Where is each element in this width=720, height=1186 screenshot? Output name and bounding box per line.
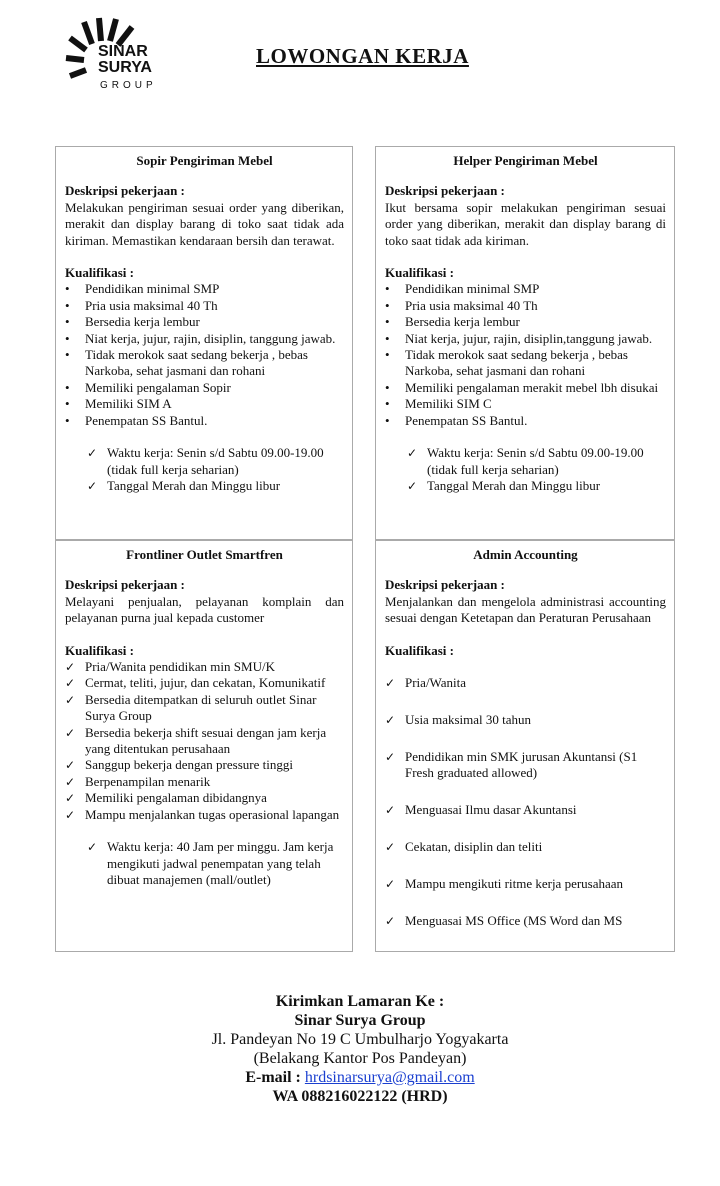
desc-heading: Deskripsi pekerjaan : (65, 183, 185, 199)
job-title: Sopir Pengiriman Mebel (136, 153, 273, 168)
qual-heading: Kualifikasi : (385, 265, 454, 281)
application-contact (0, 992, 720, 1106)
qualification-item: ✓ Pria/Wanita pendidikan min SMU/K (65, 659, 344, 675)
qualification-item: ✓ Cermat, teliti, jujur, dan cekatan, Komunikatif (65, 675, 344, 691)
qualification-list (385, 281, 666, 429)
contact-heading: Kirimkan Lamaran Ke : (275, 993, 445, 1010)
job-card-helper (375, 146, 675, 540)
job-card-frontliner (55, 540, 353, 952)
job-grid (55, 146, 675, 952)
work-notes (65, 445, 344, 494)
qualification-item: ✓ Mampu mengikuti ritme kerja perusahaan (385, 876, 666, 892)
email-link[interactable]: hrdsinarsurya@gmail.com (304, 1069, 475, 1086)
job-card-sopir (55, 146, 353, 540)
qualification-item: ✓ Cekatan, disiplin dan teliti (385, 839, 666, 855)
qualification-item: • Memiliki pengalaman Sopir (65, 380, 344, 396)
email-line (0, 1068, 720, 1087)
email-label: E-mail : (245, 1069, 301, 1086)
qualification-item: ✓ Bersedia ditempatkan di seluruh outlet Sinar Surya Group (65, 692, 344, 725)
qualification-item: • Bersedia kerja lembur (65, 314, 344, 330)
company-logo (62, 8, 172, 94)
qualification-item: • Niat kerja, jujur, rajin, disiplin, tanggung jawab. (65, 331, 344, 347)
logo-line-2: SURYA (98, 59, 152, 76)
job-title: Admin Accounting (473, 547, 578, 562)
company-name: Sinar Surya Group (294, 1012, 426, 1029)
qualification-list (385, 675, 666, 929)
qualification-item: ✓ Mampu menjalankan tugas operasional lapangan (65, 807, 344, 823)
qualification-item: • Niat kerja, jujur, rajin, disiplin,tanggung jawab. (385, 331, 666, 347)
work-note: ✓ Waktu kerja: Senin s/d Sabtu 09.00-19.00 (tidak full kerja seharian) (87, 445, 344, 478)
job-description: Menjalankan dan mengelola administrasi accounting sesuai dengan Ketetapan dan Peraturan Perusahaan (385, 593, 666, 626)
qualification-item: ✓ Pendidikan min SMK jurusan Akuntansi (S1 Fresh graduated allowed) (385, 749, 666, 782)
qualification-item: • Pria usia maksimal 40 Th (385, 298, 666, 314)
work-note: ✓ Waktu kerja: Senin s/d Sabtu 09.00-19.00 (tidak full kerja seharian) (407, 445, 666, 478)
desc-heading: Deskripsi pekerjaan : (65, 577, 185, 593)
logo-line-1: SINAR (98, 43, 148, 60)
qualification-item: • Penempatan SS Bantul. (65, 413, 344, 429)
qualification-item: ✓ Memiliki pengalaman dibidangnya (65, 790, 344, 806)
qualification-list (65, 659, 344, 823)
qualification-list (65, 281, 344, 429)
qualification-item: • Memiliki pengalaman merakit mebel lbh disukai (385, 380, 666, 396)
work-note: ✓ Tanggal Merah dan Minggu libur (407, 478, 666, 494)
logo-wordmark (98, 44, 152, 76)
qualification-item: ✓ Menguasai Ilmu dasar Akuntansi (385, 802, 666, 818)
desc-heading: Deskripsi pekerjaan : (385, 183, 505, 199)
job-card-admin-accounting (375, 540, 675, 952)
job-description: Ikut bersama sopir melakukan pengiriman sesuai order yang diberikan, merakit dan display barang di toko saat tidak ada kiriman. (385, 199, 666, 248)
qualification-item: • Pendidikan minimal SMP (65, 281, 344, 297)
qualification-item: • Tidak merokok saat sedang bekerja , bebas Narkoba, sehat jasmani dan rohani (65, 347, 344, 380)
qual-heading: Kualifikasi : (65, 265, 134, 281)
qualification-item: ✓ Berpenampilan menarik (65, 774, 344, 790)
qualification-item: ✓ Usia maksimal 30 tahun (385, 712, 666, 728)
qualification-item: • Bersedia kerja lembur (385, 314, 666, 330)
work-note: ✓ Waktu kerja: 40 Jam per minggu. Jam kerja mengikuti jadwal penempatan yang telah dibuat manajemen (mall/outlet) (87, 839, 344, 888)
qualification-item: • Pria usia maksimal 40 Th (65, 298, 344, 314)
qual-heading: Kualifikasi : (65, 642, 134, 658)
qualification-item: ✓ Sanggup bekerja dengan pressure tinggi (65, 757, 344, 773)
address-landmark: (Belakang Kantor Pos Pandeyan) (253, 1050, 467, 1067)
qualification-item: • Memiliki SIM C (385, 396, 666, 412)
job-description: Melakukan pengiriman sesuai order yang diberikan, merakit dan display barang di toko saat tidak ada kiriman. Memastikan kendaraan bersih dan terawat. (65, 199, 344, 248)
company-address: Jl. Pandeyan No 19 C Umbulharjo Yogyakarta (211, 1031, 509, 1048)
logo-line-3: GROUP (100, 80, 157, 91)
qualification-item: • Memiliki SIM A (65, 396, 344, 412)
desc-heading: Deskripsi pekerjaan : (385, 577, 505, 593)
job-title: Frontliner Outlet Smartfren (126, 547, 283, 562)
qualification-item: • Pendidikan minimal SMP (385, 281, 666, 297)
work-notes (65, 839, 344, 888)
qualification-item: • Tidak merokok saat sedang bekerja , bebas Narkoba, sehat jasmani dan rohani (385, 347, 666, 380)
job-description: Melayani penjualan, pelayanan komplain dan pelayanan purna jual kepada customer (65, 593, 344, 626)
work-notes (385, 445, 666, 494)
work-note: ✓ Tanggal Merah dan Minggu libur (87, 478, 344, 494)
job-title: Helper Pengiriman Mebel (453, 153, 598, 168)
qualification-item: ✓ Menguasai MS Office (MS Word dan MS (385, 913, 666, 929)
qualification-item: ✓ Pria/Wanita (385, 675, 666, 691)
qual-heading: Kualifikasi : (385, 642, 454, 658)
qualification-item: ✓ Bersedia bekerja shift sesuai dengan jam kerja yang ditentukan perusahaan (65, 725, 344, 758)
whatsapp-contact: WA 088216022122 (HRD) (272, 1088, 448, 1105)
qualification-item: • Penempatan SS Bantul. (385, 413, 666, 429)
page-title: LOWONGAN KERJA (256, 44, 469, 68)
